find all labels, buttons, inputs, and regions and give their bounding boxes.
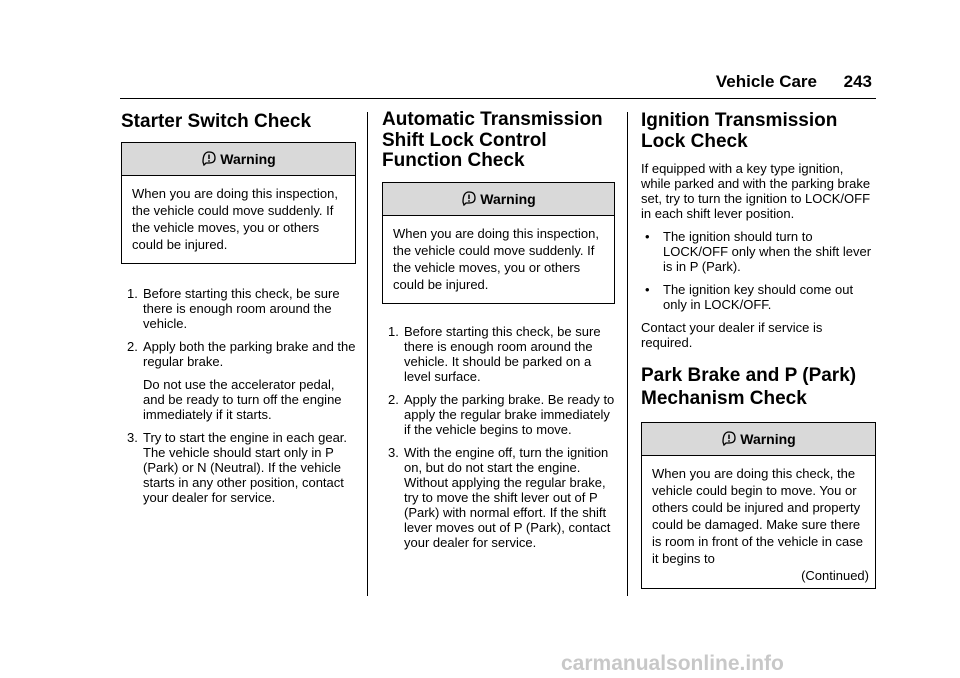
column-divider: [627, 112, 628, 596]
warning-body: [642, 456, 875, 588]
park-brake-heading: [641, 364, 876, 410]
shift-lock-heading: [382, 110, 615, 172]
column-divider: [367, 112, 368, 596]
warning-label: Warning: [480, 190, 536, 207]
step-item: [382, 445, 615, 550]
contact-dealer-text: Contact your dealer if service is required.: [641, 320, 823, 350]
starter-steps: [121, 286, 356, 505]
step-text: With the engine off, turn the ignition on, but do not start the engine. Without applying the regular brake, try to move the shift lever out of P (Park) with normal effort. If the shift lever moves out of P (Park), contact your dealer for service.: [404, 444, 611, 550]
step-item: [121, 430, 356, 505]
bullet-item: [641, 229, 876, 274]
step-item: [121, 339, 356, 422]
column-ignition-lock: [641, 110, 876, 589]
step-text: Apply both the parking brake and the regular brake.: [143, 339, 356, 369]
bullet-item: [641, 282, 876, 312]
watermark-logo: [559, 654, 949, 674]
step-number: 2.: [388, 391, 399, 407]
warning-label: Warning: [740, 431, 796, 447]
heading-line: Automatic Transmission: [382, 109, 603, 130]
warning-icon: [201, 150, 217, 166]
step-text: Try to start the engine in each gear. The vehicle should start only in P (Park) or N (Neutral). If the vehicle starts in any other position, contact your dealer for service.: [143, 430, 348, 505]
warning-label: Warning: [220, 151, 276, 167]
warning-box: [121, 142, 356, 264]
warning-header: [642, 423, 875, 456]
warning-text: When you are doing this check, the vehicle could begin to move. You or others could be injured and property could be damaged. Make sure there is room in front of the vehicle in case it begins to: [652, 466, 863, 566]
heading-line: Ignition Transmission: [641, 110, 838, 131]
ignition-intro: If equipped with a key type ignition, while parked and with the parking brake set, try to turn the ignition to LOCK/OFF in each shift lever position.: [641, 161, 871, 221]
heading-line: Park Brake and P (Park): [641, 365, 857, 386]
heading-line: Function Check: [382, 150, 525, 171]
column-shift-lock: [382, 110, 615, 558]
step-number: 1.: [127, 286, 138, 301]
step-item: [382, 392, 615, 437]
warning-box: [641, 422, 876, 589]
ignition-lock-heading: [641, 110, 876, 152]
step-number: 3.: [388, 444, 399, 460]
column-starter-switch: [121, 110, 356, 513]
heading-line: Mechanism Check: [641, 388, 807, 409]
section-title: Vehicle Care: [715, 72, 817, 91]
warning-header: [122, 143, 355, 176]
bullet-text: The ignition should turn to LOCK/OFF only when the shift lever is in P (Park).: [663, 229, 872, 274]
watermark-text: carmanualsonline.info: [561, 654, 784, 674]
continued-note: (Continued): [801, 568, 869, 583]
warning-text: When you are doing this inspection, the vehicle could move suddenly. If the vehicle moves, you or others could be injured.: [132, 186, 338, 252]
bullet-text: The ignition key should come out only in LOCK/OFF.: [663, 282, 854, 312]
warning-text: When you are doing this inspection, the vehicle could move suddenly. If the vehicle moves, you or others could be injured.: [393, 225, 599, 292]
step-item: [121, 286, 356, 331]
warning-icon: [721, 430, 737, 446]
header-rule: [120, 98, 876, 99]
step-number: 2.: [127, 339, 138, 354]
step-text: Before starting this check, be sure there is enough room around the vehicle.: [143, 286, 340, 331]
bullet-mark: •: [645, 282, 650, 297]
bullet-mark: •: [645, 229, 650, 244]
heading-line: Lock Check: [641, 131, 748, 152]
page-number: 243: [843, 72, 872, 91]
starter-switch-heading: Starter Switch Check: [121, 111, 312, 132]
heading-line: Shift Lock Control: [382, 129, 547, 151]
shift-lock-steps: [382, 324, 615, 550]
ignition-bullets: [641, 229, 876, 312]
step-number: 1.: [388, 323, 399, 339]
step-item: [382, 324, 615, 384]
warning-icon: [461, 190, 477, 206]
warning-box: [382, 182, 615, 304]
step-number: 3.: [127, 430, 138, 445]
step-subtext: Do not use the accelerator pedal, and be ready to turn off the engine immediately if it starts.: [143, 377, 342, 422]
step-text: Apply the parking brake. Be ready to apply the regular brake immediately if the vehicle begins to move.: [404, 391, 615, 437]
step-text: Before starting this check, be sure there is enough room around the vehicle. It should be parked on a level surface.: [404, 323, 601, 384]
warning-header: [383, 183, 614, 216]
